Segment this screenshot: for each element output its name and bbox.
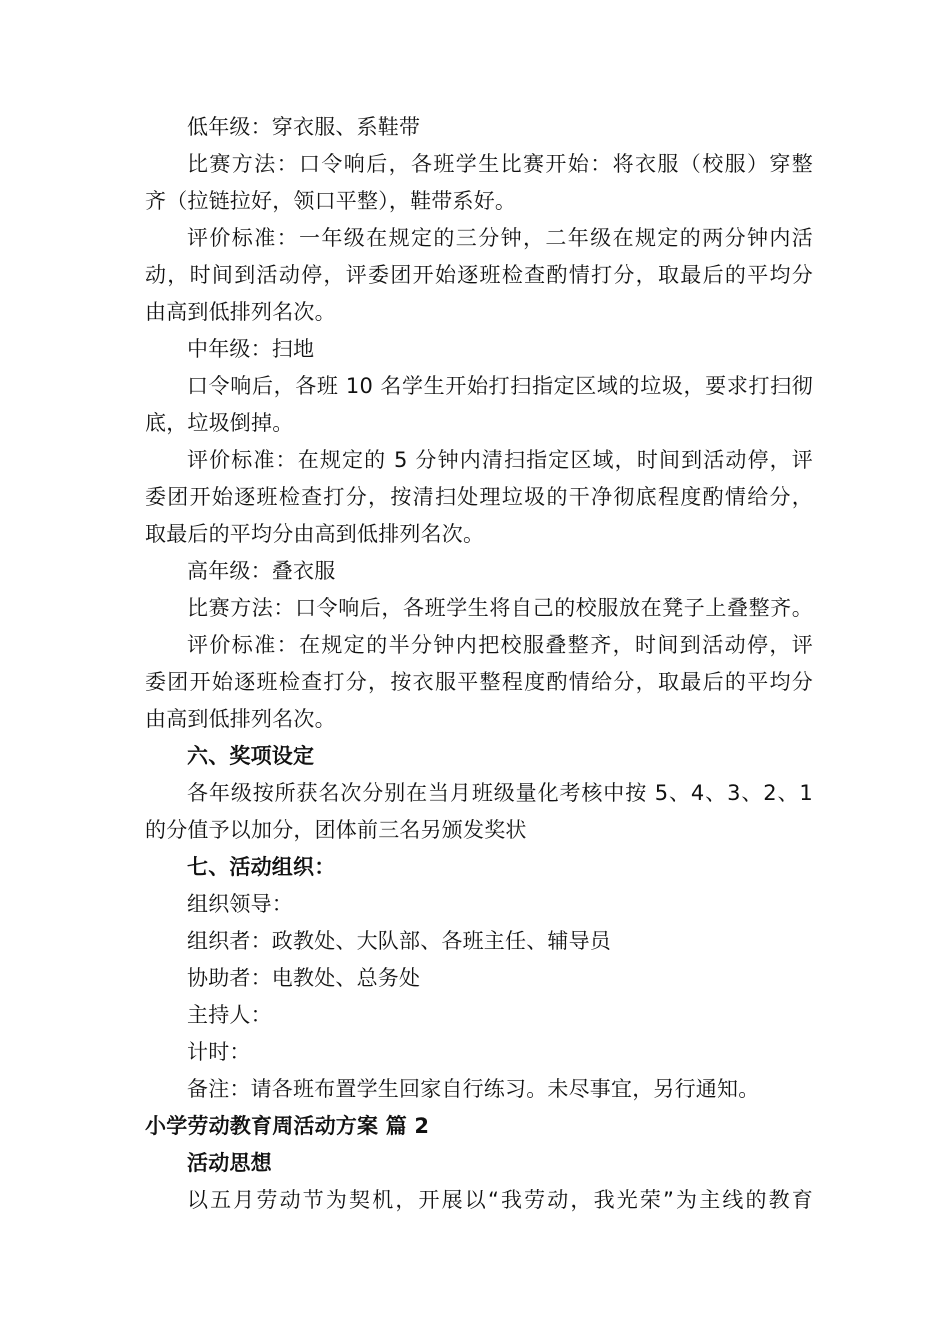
paragraph-line: 协助者：电教处、总务处 [187, 966, 421, 990]
paragraph-line: 组织领导： [187, 892, 293, 916]
paragraph-line: 计时： [187, 1040, 251, 1064]
paragraph-line: 以五月劳动节为契机，开展以“我劳动，我光荣”为主线的教育 [187, 1188, 813, 1212]
paragraph-line: 主持人： [187, 1003, 272, 1027]
paragraph-line: 中年级：扫地 [187, 337, 315, 361]
paragraph-line: 委团开始逐班检查打分，按衣服平整程度酌情给分，取最后的平均分 [145, 670, 813, 694]
paragraph-line: 取最后的平均分由高到低排列名次。 [145, 522, 485, 546]
paragraph-line: 评价标准：在规定的 5 分钟内清扫指定区域，时间到活动停，评 [187, 448, 813, 472]
paragraph-line: 比赛方法：口令响后，各班学生比赛开始：将衣服（校服）穿整 [187, 152, 813, 176]
section-heading: 活动思想 [187, 1151, 272, 1175]
paragraph-line: 的分值予以加分，团体前三名另颁发奖状 [145, 818, 527, 842]
section-heading: 小学劳动教育周活动方案 篇 2 [145, 1114, 430, 1138]
paragraph-line: 各年级按所获名次分别在当月班级量化考核中按 5、4、3、2、1 [187, 781, 813, 805]
paragraph-line: 高年级：叠衣服 [187, 559, 336, 583]
paragraph-line: 委团开始逐班检查打分，按清扫处理垃圾的干净彻底程度酌情给分， [145, 485, 813, 509]
paragraph-line: 组织者：政教处、大队部、各班主任、辅导员 [187, 929, 611, 953]
paragraph-line: 比赛方法：口令响后，各班学生将自己的校服放在凳子上叠整齐。 [187, 596, 813, 620]
paragraph-line: 由高到低排列名次。 [145, 707, 336, 731]
paragraph-line: 由高到低排列名次。 [145, 300, 336, 324]
paragraph-line: 低年级：穿衣服、系鞋带 [187, 115, 421, 139]
paragraph-line: 评价标准：在规定的半分钟内把校服叠整齐，时间到活动停，评 [187, 633, 813, 657]
section-heading: 六、奖项设定 [187, 744, 315, 768]
paragraph-line: 备注：请各班布置学生回家自行练习。未尽事宜，另行通知。 [187, 1077, 760, 1101]
section-heading: 七、活动组织： [187, 855, 336, 879]
paragraph-line: 动，时间到活动停，评委团开始逐班检查酌情打分，取最后的平均分 [145, 263, 813, 287]
paragraph-line: 口令响后，各班 10 名学生开始打扫指定区域的垃圾，要求打扫彻 [187, 374, 813, 398]
paragraph-line: 齐（拉链拉好，领口平整），鞋带系好。 [145, 189, 517, 213]
document-page [145, 109, 813, 1219]
paragraph-line: 评价标准：一年级在规定的三分钟，二年级在规定的两分钟内活 [187, 226, 813, 250]
paragraph-line: 底，垃圾倒掉。 [145, 411, 294, 435]
